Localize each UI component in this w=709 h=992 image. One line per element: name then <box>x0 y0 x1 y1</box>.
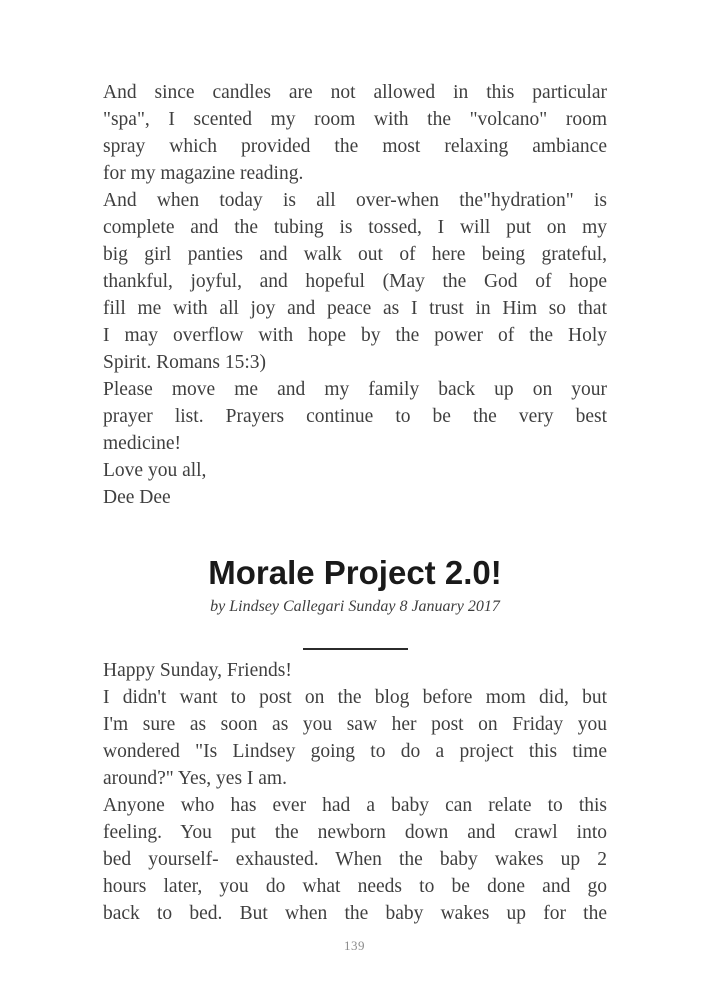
text-line: bed yourself- exhausted. When the baby wakes up 2 <box>103 849 607 870</box>
text-line: And when today is all over-when the"hydration" is <box>103 190 607 211</box>
text-line: I may overflow with hope by the power of the Holy <box>103 325 607 346</box>
section-divider-rule <box>303 648 408 650</box>
paragraph <box>103 79 607 187</box>
text-line: thankful, joyful, and hopeful (May the God of hope <box>103 271 607 292</box>
paragraph <box>103 657 607 684</box>
text-line: big girl panties and walk out of here being grateful, <box>103 244 607 265</box>
text-line: medicine! <box>103 433 181 454</box>
text-line: Happy Sunday, Friends! <box>103 660 292 681</box>
text-line: prayer list. Prayers continue to be the very best <box>103 406 607 427</box>
text-line: Please move me and my family back up on your <box>103 379 607 400</box>
text-line: for my magazine reading. <box>103 163 304 184</box>
paragraph <box>103 457 607 484</box>
paragraph <box>103 684 607 792</box>
text-line: around?" Yes, yes I am. <box>103 768 287 789</box>
text-line: fill me with all joy and peace as I trust in Him so that <box>103 298 607 319</box>
text-line: back to bed. But when the baby wakes up for the <box>103 903 607 924</box>
page-content <box>103 79 607 927</box>
paragraph <box>103 187 607 376</box>
text-line: Spirit. Romans 15:3) <box>103 352 267 373</box>
text-line: I'm sure as soon as you saw her post on Friday you <box>103 714 607 735</box>
paragraph <box>103 484 607 511</box>
previous-post-body <box>103 79 607 511</box>
text-line: Dee Dee <box>103 487 171 508</box>
paragraph <box>103 376 607 457</box>
paragraph <box>103 792 607 927</box>
text-line: I didn't want to post on the blog before mom did, but <box>103 687 607 708</box>
page-number: 139 <box>344 938 365 953</box>
post-title: Morale Project 2.0! <box>208 554 502 591</box>
text-line: complete and the tubing is tossed, I will put on my <box>103 217 607 238</box>
new-post-body <box>103 657 607 927</box>
text-line: Love you all, <box>103 460 207 481</box>
text-line: wondered "Is Lindsey going to do a project this time <box>103 741 607 762</box>
text-line: "spa", I scented my room with the "volcano" room <box>103 109 607 130</box>
text-line: spray which provided the most relaxing ambiance <box>103 136 607 157</box>
text-line: hours later, you do what needs to be done and go <box>103 876 607 897</box>
text-line: Anyone who has ever had a baby can relate to this <box>103 795 607 816</box>
post-byline: by Lindsey Callegari Sunday 8 January 2017 <box>210 598 500 615</box>
text-line: And since candles are not allowed in this particular <box>103 82 607 103</box>
text-line: feeling. You put the newborn down and crawl into <box>103 822 607 843</box>
